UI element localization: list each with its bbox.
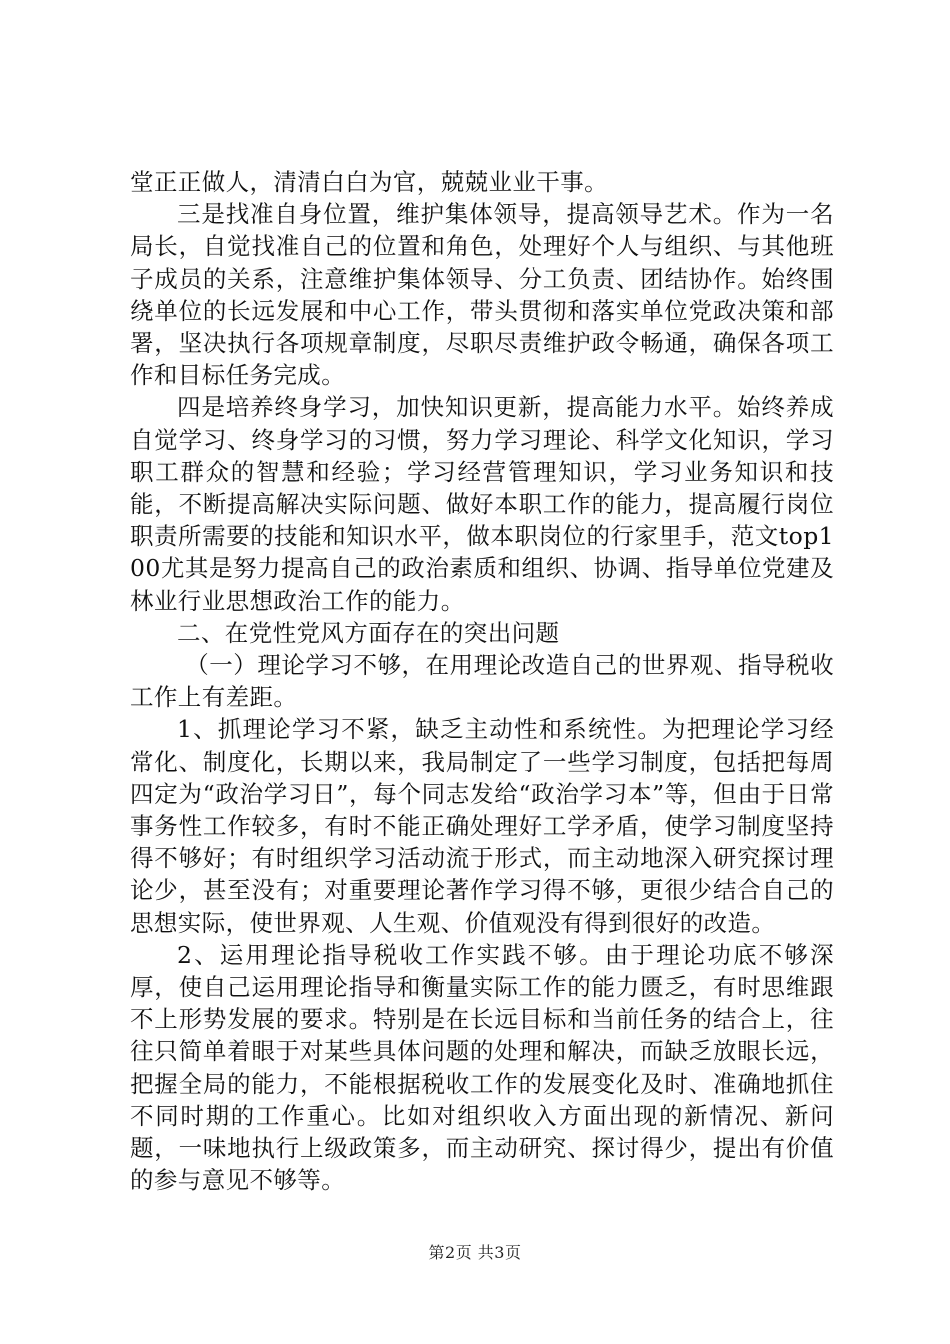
- paragraph-continuation: 堂正正做人，清清白白为官，兢兢业业干事。: [130, 168, 608, 196]
- section-heading-two: 二、在党性党风方面存在的突出问题: [177, 618, 560, 647]
- paragraph-point-four: 四是培养终身学习，加快知识更新，提高能力水平。始终养成自觉学习、终身学习的习惯，努力学习理论、科学文化知识，学习职工群众的智慧和经验；学习经营管理知识，学习业务知识和技能，不断提高解决实际问题、做好本职工作的能力，提高履行岗位职责所需要的技能和知识水平，做本职岗位的行家里手，范文top100尤其是努力提高自己的政治素质和组织、协调、指导单位党建及林业行业思想政治工作的能力。: [130, 393, 834, 615]
- page-number-footer: 第2页 共3页: [428, 1243, 522, 1262]
- subsection-heading-one: （一）理论学习不够，在用理论改造自己的世界观、指导税收工作上有差距。: [130, 651, 834, 712]
- paragraph-item-two: 2、运用理论指导税收工作实践不够。由于理论功底不够深厚，使自己运用理论指导和衡量实际工作的能力匮乏，有时思维跟不上形势发展的要求。特别是在长远目标和当前任务的结合上，往往只简单着眼于对某些具体问题的处理和解决，而缺乏放眼长远，把握全局的能力，不能根据税收工作的发展变化及时、准确地抓住不同时期的工作重心。比如对组织收入方面出现的新情况、新问题，一味地执行上级政策多，而主动研究、探讨得少，提出有价值的参与意见不够等。: [130, 940, 834, 1195]
- paragraph-point-three: 三是找准自身位置，维护集体领导，提高领导艺术。作为一名局长，自觉找准自己的位置和角色，处理好个人与组织、与其他班子成员的关系，注意维护集体领导、分工负责、团结协作。始终围绕单位的长远发展和中心工作，带头贯彻和落实单位党政决策和部署，坚决执行各项规章制度，尽职尽责维护政令畅通，确保各项工作和目标任务完成。: [130, 200, 834, 390]
- paragraph-item-one: 1、抓理论学习不紧，缺乏主动性和系统性。为把理论学习经常化、制度化，长期以来，我局制定了一些学习制度，包括把每周四定为“政治学习日”，每个同志发给“政治学习本”等，但由于日常事务性工作较多，有时不能正确处理好工学矛盾，使学习制度坚持得不够好；有时组织学习活动流于形式，而主动地深入研究探讨理论少，甚至没有；对重要理论著作学习得不够，更很少结合自己的思想实际，使世界观、人生观、价值观没有得到很好的改造。: [130, 715, 834, 937]
- document-body: [130, 166, 834, 1197]
